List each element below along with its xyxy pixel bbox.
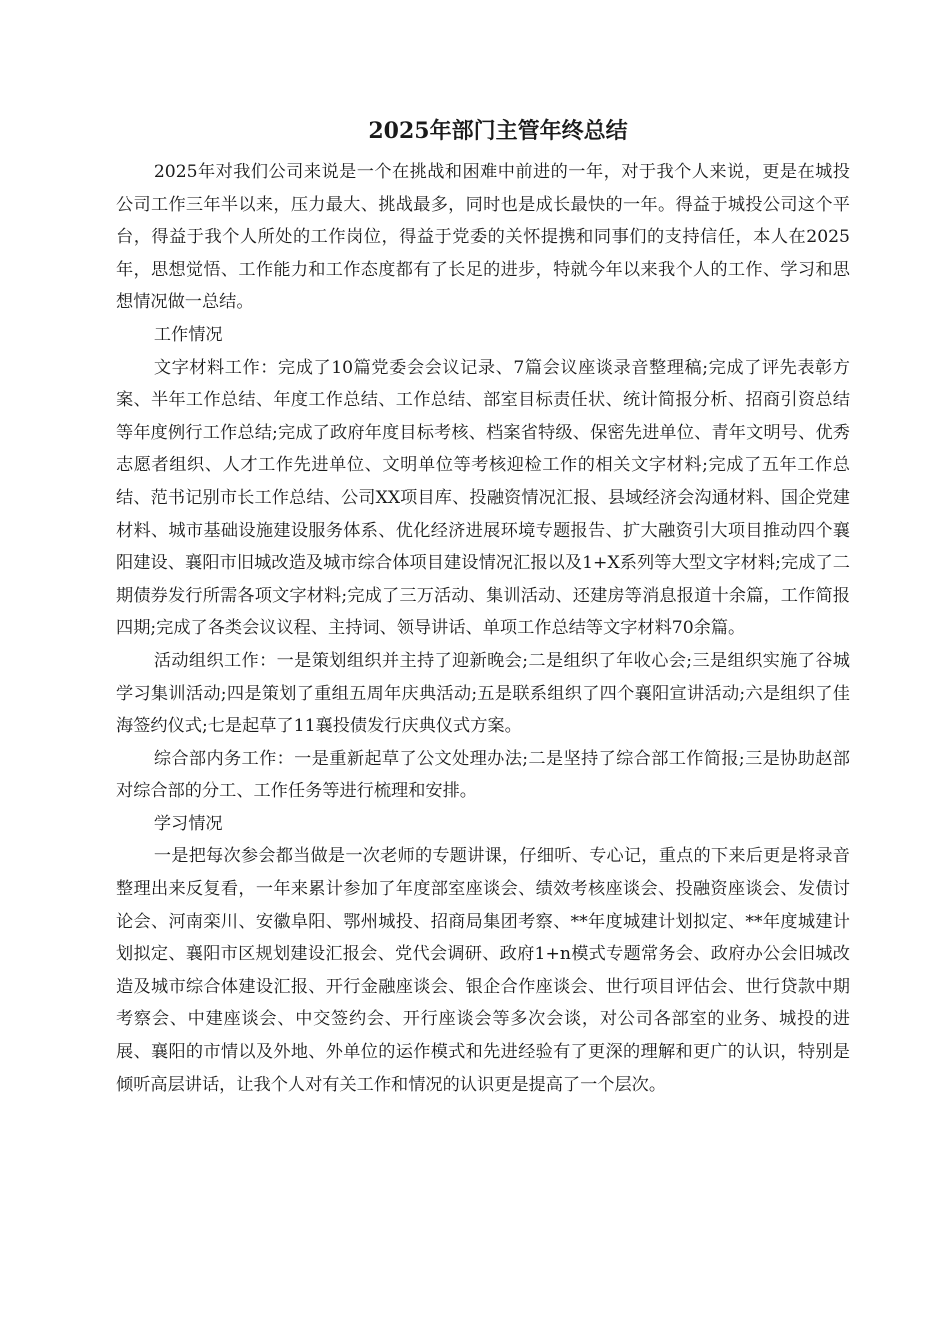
section-heading-work: 工作情况 [153,324,223,345]
paragraph-activity-work: 活动组织工作：一是策划组织并主持了迎新晚会;二是组织了年收心会;三是组织实施了谷城学习集训活动;四是策划了重组五周年庆典活动;五是联系组织了四个襄阳宣讲活动;六是组织了佳海签约仪式;七是起草了11襄投债发行庆典仪式方案。 [116,650,850,737]
paragraph-writing-work: 文字材料工作：完成了10篇党委会会议记录、7篇会议座谈录音整理稿;完成了评先表彰方案、半年工作总结、年度工作总结、工作总结、部室目标责任状、统计简报分析、招商引资总结等年度例行工作总结;完成了政府年度目标考核、档案省特级、保密先进单位、青年文明号、优秀志愿者组织、人才工作先进单位、文明单位等考核迎检工作的相关文字材料;完成了五年工作总结、范书记别市长工作总结、公司XX项目库、投融资情况汇报、县域经济会沟通材料、国企党建材料、城市基础设施建设服务体系、优化经济进展环境专题报告、扩大融资引大项目推动四个襄阳建设、襄阳市旧城改造及城市综合体项目建设情况汇报以及1+X系列等大型文字材料;完成了二期债券发行所需各项文字材料;完成了三万活动、集训活动、还建房等消息报道十余篇，工作简报四期;完成了各类会议议程、主持词、领导讲话、单项工作总结等文字材料70余篇。 [116,357,850,639]
document-title: 2025年部门主管年终总结 [368,118,628,144]
paragraph-study: 一是把每次参会都当做是一次老师的专题讲课，仔细听、专心记，重点的下来后更是将录音整理出来反复看，一年来累计参加了年度部室座谈会、绩效考核座谈会、投融资座谈会、发债讨论会、河南栾川、安徽阜阳、鄂州城投、招商局集团考察、**年度城建计划拟定、**年度城建计划拟定、襄阳市区规划建设汇报会、党代会调研、政府1+n模式专题常务会、政府办公会旧城改造及城市综合体建设汇报、开行金融座谈会、银企合作座谈会、世行项目评估会、世行贷款中期考察会、中建座谈会、中交签约会、开行座谈会等多次会谈，对公司各部室的业务、城投的进展、襄阳的市情以及外地、外单位的运作模式和先进经验有了更深的理解和更广的认识，特别是倾听高层讲话，让我个人对有关工作和情况的认识更是提高了一个层次。 [116,846,850,1095]
paragraph-intro: 2025年对我们公司来说是一个在挑战和困难中前进的一年，对于我个人来说，更是在城投公司工作三年半以来，压力最大、挑战最多，同时也是成长最快的一年。得益于城投公司这个平台，得益于我个人所处的工作岗位，得益于党委的关怀提携和同事们的支持信任，本人在2025年，思想觉悟、工作能力和工作态度都有了长足的进步，特就今年以来我个人的工作、学习和思想情况做一总结。 [116,162,850,313]
paragraph-internal-affairs: 综合部内务工作：一是重新起草了公文处理办法;二是坚持了综合部工作简报;三是协助赵部对综合部的分工、工作任务等进行梳理和安排。 [116,748,850,802]
section-heading-study: 学习情况 [153,813,223,834]
